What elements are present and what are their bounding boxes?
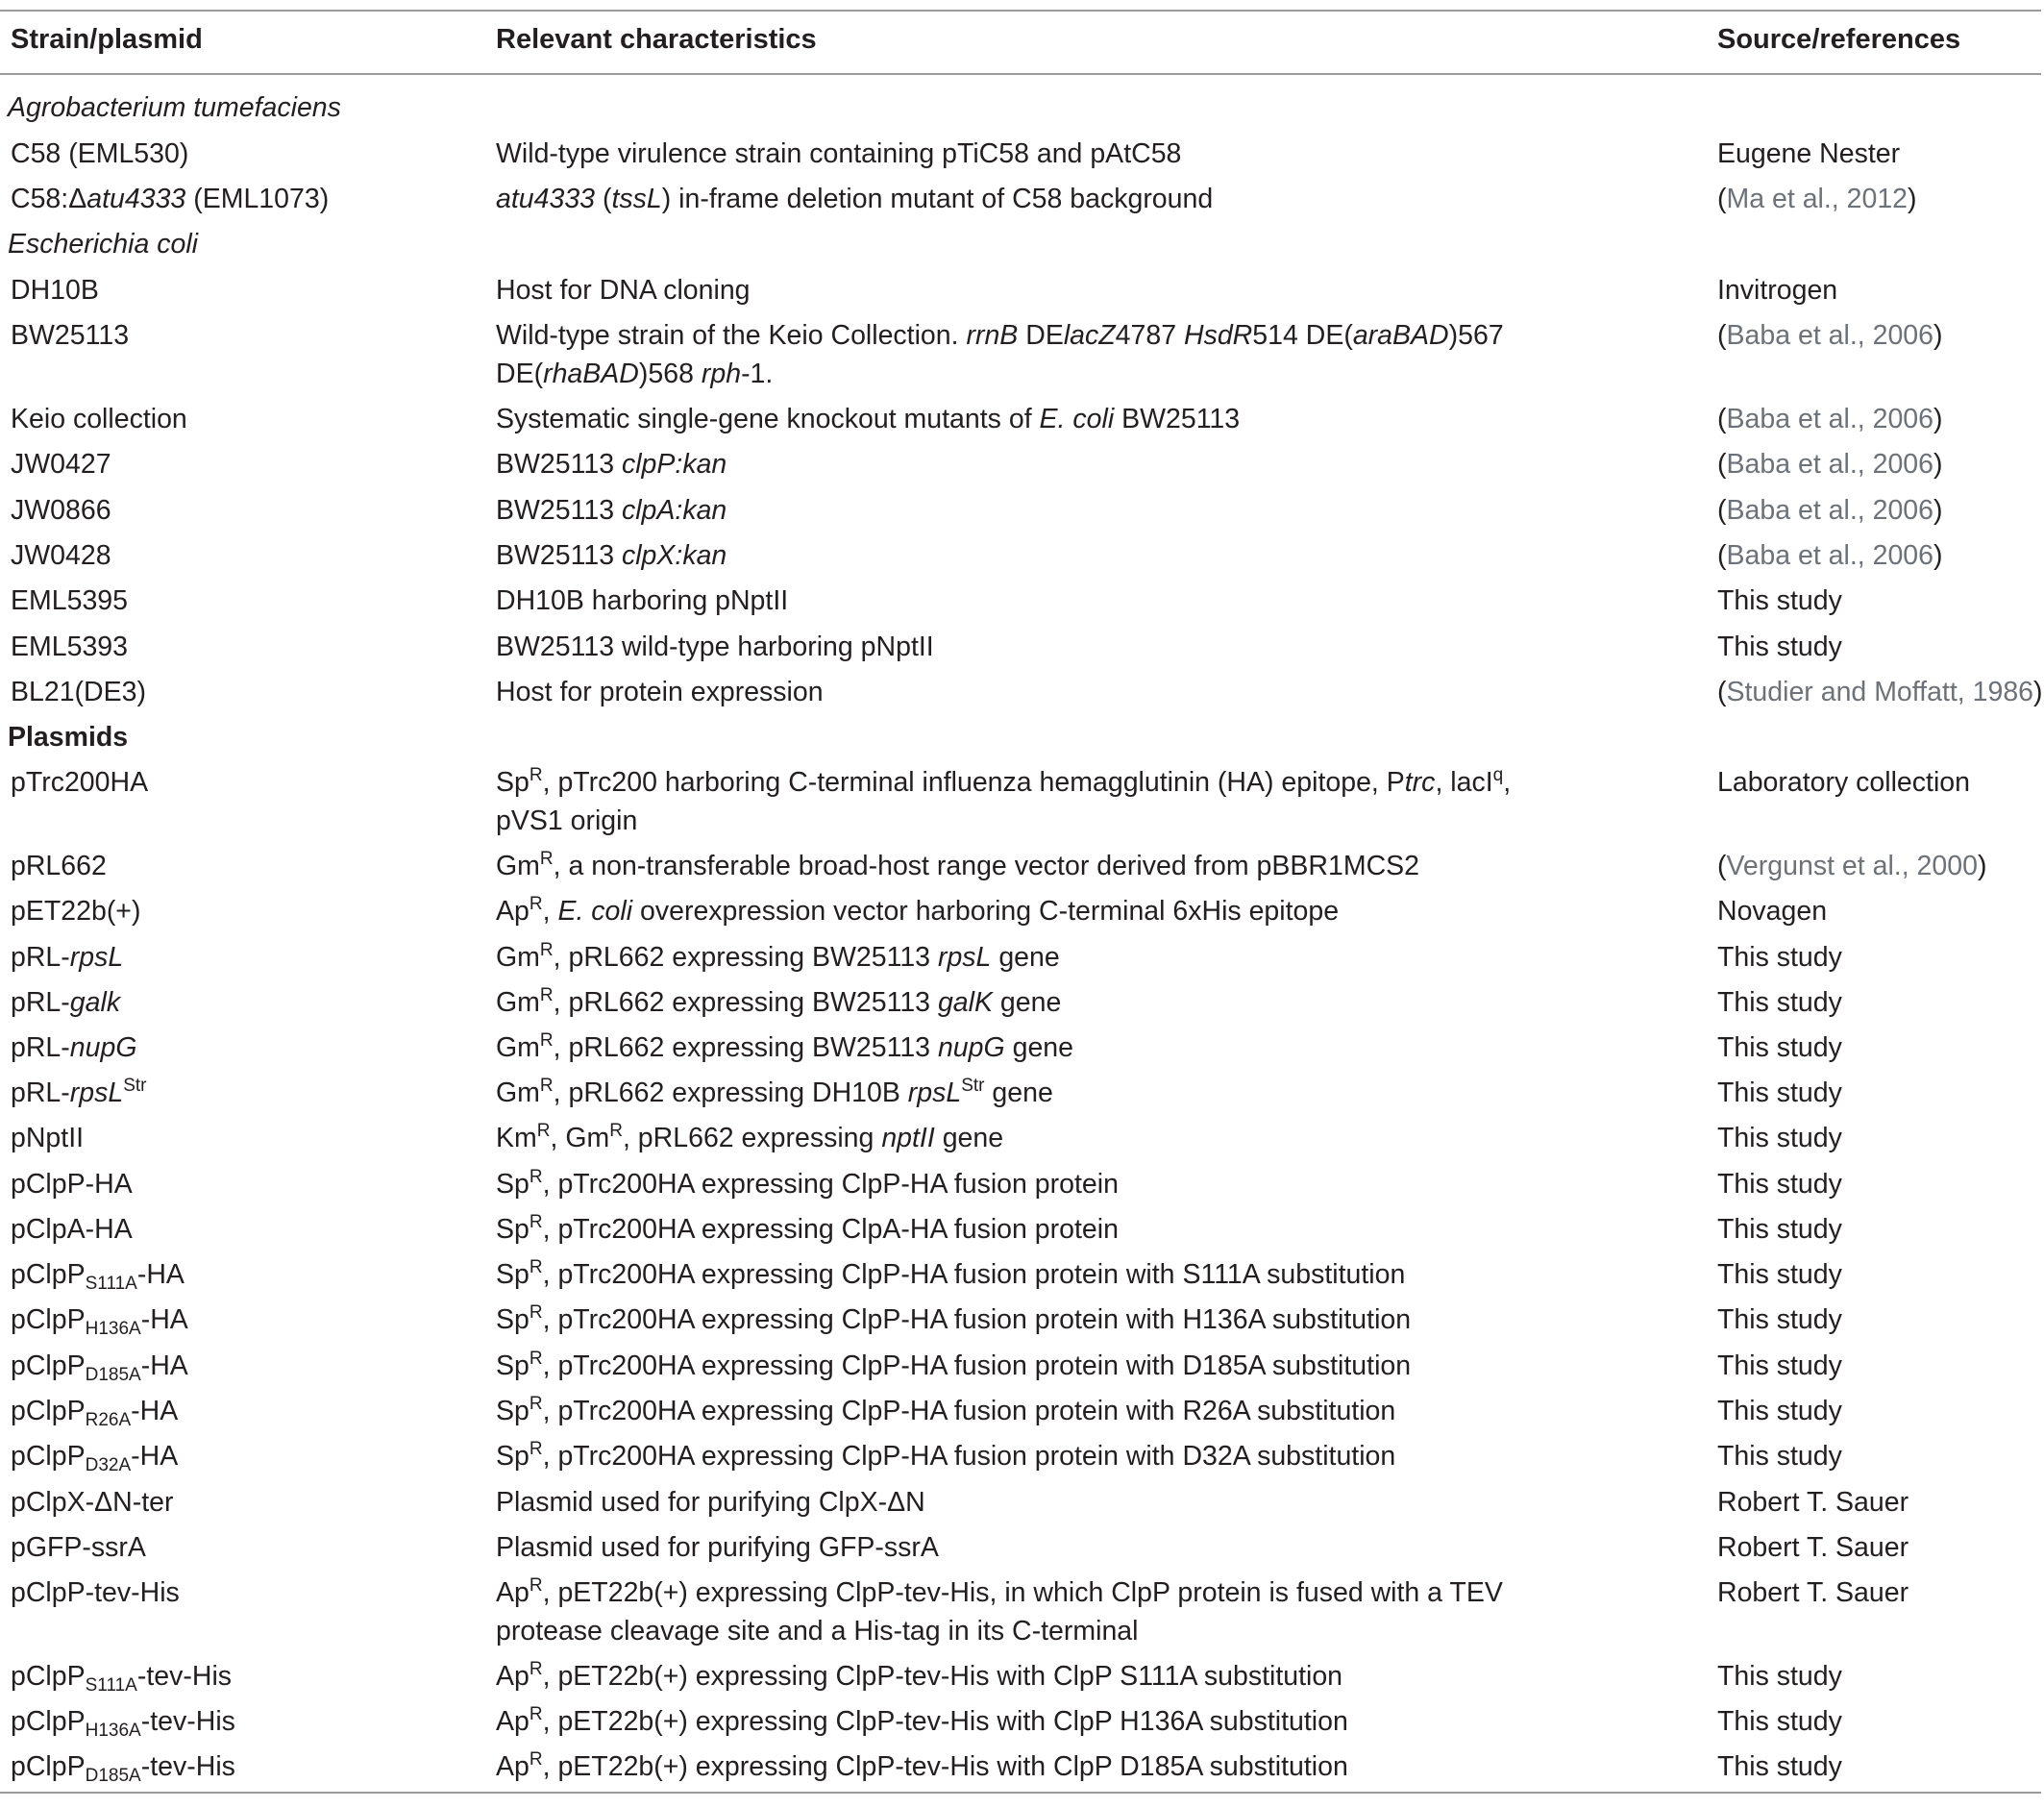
header-source: Source/references bbox=[1717, 24, 1961, 55]
reference-link[interactable]: (Studier and Moffatt, 1986) bbox=[1717, 677, 2043, 707]
header-rule bbox=[0, 73, 2041, 75]
reference-link[interactable]: (Baba et al., 2006) bbox=[1717, 495, 1943, 526]
reference-link[interactable]: (Baba et al., 2006) bbox=[1717, 320, 1943, 351]
header-characteristics: Relevant characteristics bbox=[496, 24, 817, 55]
table-header bbox=[0, 18, 2041, 68]
section-plasmids: Plasmids bbox=[8, 722, 129, 753]
strain-plasmid-table: Strain/plasmid Relevant characteristics Source/references Agrobacterium tumefaciens C58 (EML530) Wild-type virulence strain containing pTiC58 and pAtC58 Eugene Nester C58:Δatu4333 (EML1073) atu4333 (tssL) in-frame deletion mutant of C58 background (Ma et al., 2012) Escherichia coli DH10B Host for DNA cloning Invitrogen BW25113 Wild-type strain of the Keio Collection. rrnB DElacZ4787 HsdR514 DE(araBAD)567 DE(rhaBAD)568 rph-1. (Baba et al., 2006) Keio collection Systematic single-gene knockout mutants of E. coli BW25113 (Baba et al., 2006) JW0427 BW25113 clpP:kan (Baba et al., 2006) JW0866 BW25113 clpA:kan (Baba et al., 2006) JW0428 BW25113 clpX:kan (Baba et al., 2006) EML5395 DH10B harboring pNptII This study EML5393 BW25113 wild-type harboring pNptII This study BL21(DE3) Host for protein expression (Studier and Moffatt, 1986) Plasmids pTrc200HA $Sp^R$, pTrc200 harboring C-terminal influenza hemagglutinin (HA) epitope, Ptrc, lacI$^q$, pVS1 origin Laboratory collection pRL662 $Gm^R$, a non-transferable broad-host range vector derived from pBBR1MCS2 (Vergunst et al., 2000) pET22b(+) $Ap^R$, E. coli overexpression vector harboring C-terminal 6xHis epitope Novagen pRL-rpsL $Gm^R$, pRL662 expressing BW25113 rpsL gene This study pRL-galk $Gm^R$, pRL662 expressing BW25113 galK gene This study pRL-nupG $Gm^R$, pRL662 expressing BW25113 nupG gene This study pRL-rpsL$^{Str}$ $Gm^R$, pRL662 expressing DH10B rpsL$^{Str}$ gene This study pNptII $Km^R$, $Gm^R$, pRL662 expressing nptII gene This study pClpP-HA $Sp^R$, pTrc200HA expressing ClpP-HA fusion protein This study pClpA-HA $Sp^R$, pTrc200HA expressing ClpA-HA fusion protein This study pClpP$_{S111A}$-HA $Sp^R$, pTrc200HA expressing ClpP-HA fusion protein with S111A substitution This study pClpP$_{H136A}$-HA $Sp^R$, pTrc200HA expressing ClpP-HA fusion protein with H136A substitution This study pClpP$_{D185A}$-HA $Sp^R$, pTrc200HA expressing ClpP-HA fusion protein with D185A substitution This study pClpP$_{R26A}$-HA $Sp^R$, pTrc200HA expressing ClpP-HA fusion protein with R26A substitution This study pClpP$_{D32A}$-HA $Sp^R$, pTrc200HA expressing ClpP-HA fusion protein with D32A substitution This study pClpX-ΔN-ter Plasmid used for purifying ClpX-ΔN Robert T. Sauer pGFP-ssrA Plasmid used for purifying GFP-ssrA Robert T. Sauer pClpP-tev-His $Ap^R$, pET22b(+) expressing ClpP-tev-His, in which ClpP protein is fused with a TEV protease cleavage site and a His-tag in its C-terminal Robert T. Sauer pClpP$_{S111A}$-tev-His $Ap^R$, pET22b(+) expressing ClpP-tev-His with ClpP S111A substitution This study pClpP$_{H136A}$-tev-His $Ap^R$, pET22b(+) expressing ClpP-tev-His with ClpP H136A substitution This study pClpP$_{D185A}$-tev-His $Ap^R$, pET22b(+) expressing ClpP-tev-His with ClpP D185A substitution This study bbox=[0, 0, 2041, 1808]
reference-link[interactable]: (Vergunst et al., 2000) bbox=[1717, 851, 1987, 881]
section-escherichia-coli: Escherichia coli bbox=[8, 229, 198, 260]
top-rule bbox=[0, 10, 2041, 12]
reference-link[interactable]: (Baba et al., 2006) bbox=[1717, 540, 1943, 571]
reference-link[interactable]: (Ma et al., 2012) bbox=[1717, 184, 1917, 214]
reference-link[interactable]: (Baba et al., 2006) bbox=[1717, 404, 1943, 434]
bottom-rule bbox=[0, 1792, 2041, 1794]
header-strain: Strain/plasmid bbox=[11, 24, 203, 55]
section-agrobacterium: Agrobacterium tumefaciens bbox=[8, 92, 341, 123]
reference-link[interactable]: (Baba et al., 2006) bbox=[1717, 449, 1943, 480]
